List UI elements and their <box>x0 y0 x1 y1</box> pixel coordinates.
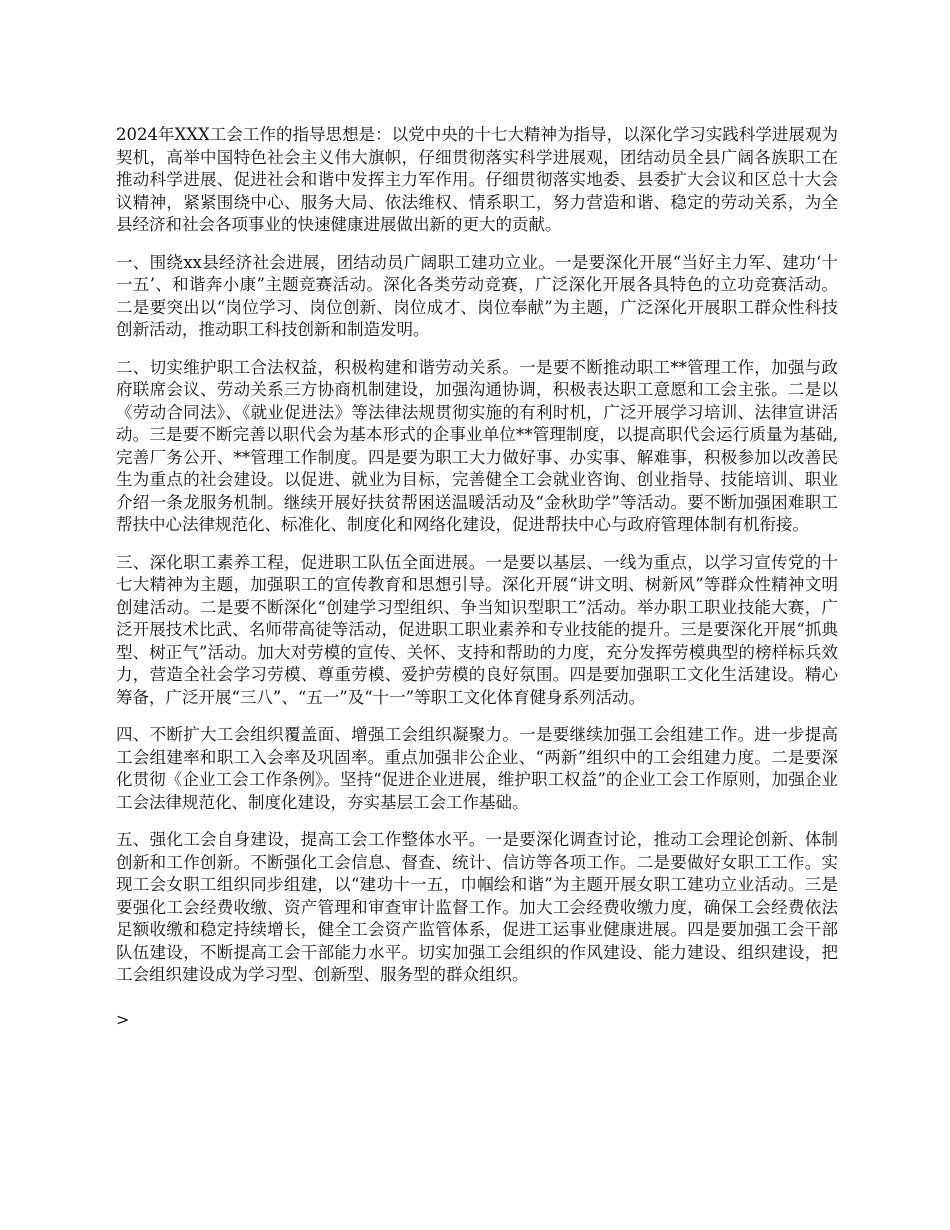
paragraph-section-two: 二、切实维护职工合法权益，积极构建和谐劳动关系。一是要不断推动职工**管理工作，加强与政府联席会议、劳动关系三方协商机制建设，加强沟通协调，积极表达职工意愿和工会主张。二是以《劳动合同法》、《就业促进法》等法律法规贯彻实施的有利时机，广泛开展学习培训、法律宣讲活动。三是要不断完善以职代会为基本形式的企事业单位**管理制度，以提高职代会运行质量为基础,完善厂务公开、**管理工作制度。四是要为职工大力做好事、办实事、解难事，积极参加以改善民生为重点的社会建设。以促进、就业为目标，完善健全工会就业咨询、创业指导、技能培训、职业介绍一条龙服务机制。继续开展好扶贫帮困送温暖活动及“金秋助学”等活动。要不断加强困难职工帮扶中心法律规范化、标准化、制度化和网络化建设，促进帮扶中心与政府管理体制有机衔接。 <box>116 357 838 534</box>
paragraph-section-three: 三、深化职工素养工程，促进职工队伍全面进展。一是要以基层、一线为重点，以学习宣传党的十七大精神为主题，加强职工的宣传教育和思想引导。深化开展“讲文明、树新风”等群众性精神文明创建活动。二是要不断深化“创建学习型组织、争当知识型职工”活动。举办职工职业技能大赛，广泛开展技术比武、名师带高徒等活动，促进职工职业素养和专业技能的提升。三是要深化开展“抓典型、树正气”活动。加大对劳模的宣传、关怀、支持和帮助的力度，充分发挥劳模典型的榜样标兵效力，营造全社会学习劳模、尊重劳模、爱护劳模的良好氛围。四是要加强职工文化生活建设。精心筹备，广泛开展“三八”、“五一”及“十一”等职工文化体育健身系列活动。 <box>116 552 838 707</box>
paragraph-section-one: 一、围绕xx县经济社会进展，团结动员广阔职工建功立业。一是要深化开展“当好主力军、建功‘十一五’、和谐奔小康”主题竞赛活动。深化各类劳动竞赛，广泛深化开展各具特色的立功竞赛活动。二是要突出以“岗位学习、岗位创新、岗位成才、岗位奉献”为主题，广泛深化开展职工群众性科技创新活动，推动职工科技创新和制造发明。 <box>116 252 838 339</box>
paragraph-section-four: 四、不断扩大工会组织覆盖面、增强工会组织凝聚力。一是要继续加强工会组建工作。进一步提高工会组建率和职工入会率及巩固率。重点加强非公企业、“两新”组织中的工会组建力度。二是要深化贯彻《企业工会工作条例》。坚持“促进企业进展，维护职工权益”的企业工会工作原则，加强企业工会法律规范化、制度化建设，夯实基层工会工作基础。 <box>116 725 838 812</box>
paragraph-section-five: 五、强化工会自身建设，提高工会工作整体水平。一是要深化调查讨论，推动工会理论创新、体制创新和工作创新。不断强化工会信息、督查、统计、信访等各项工作。二是要做好女职工工作。实现工会女职工组织同步组建，以“建功十一五，巾帼绘和谐”为主题开展女职工建功立业活动。三是要强化工会经费收缴、资产管理和审查审计监督工作。加大工会经费收缴力度，确保工会经费依法足额收缴和稳定持续增长，健全工会资产监管体系，促进工运事业健康进展。四是要加强工会干部队伍建设，不断提高工会干部能力水平。切实加强工会组织的作风建设、能力建设、组织建设，把工会组织建设成为学习型、创新型、服务型的群众组织。 <box>116 830 838 984</box>
paragraph-guiding-ideology: 2024年XXX工会工作的指导思想是：以党中央的十七大精神为指导，以深化学习实践科学进展观为契机，高举中国特色社会主义伟大旗帜，仔细贯彻落实科学进展观，团结动员全县广阔各族职工在推动科学进展、促进社会和谐中发挥主力军作用。仔细贯彻落实地委、县委扩大会议和区总十大会议精神，紧紧围绕中心、服务大局、依法维权、情系职工，努力营造和谐、稳定的劳动关系，为全县经济和社会各项事业的快速健康进展做出新的更大的贡献。 <box>116 125 838 234</box>
end-mark: > <box>116 1009 130 1029</box>
